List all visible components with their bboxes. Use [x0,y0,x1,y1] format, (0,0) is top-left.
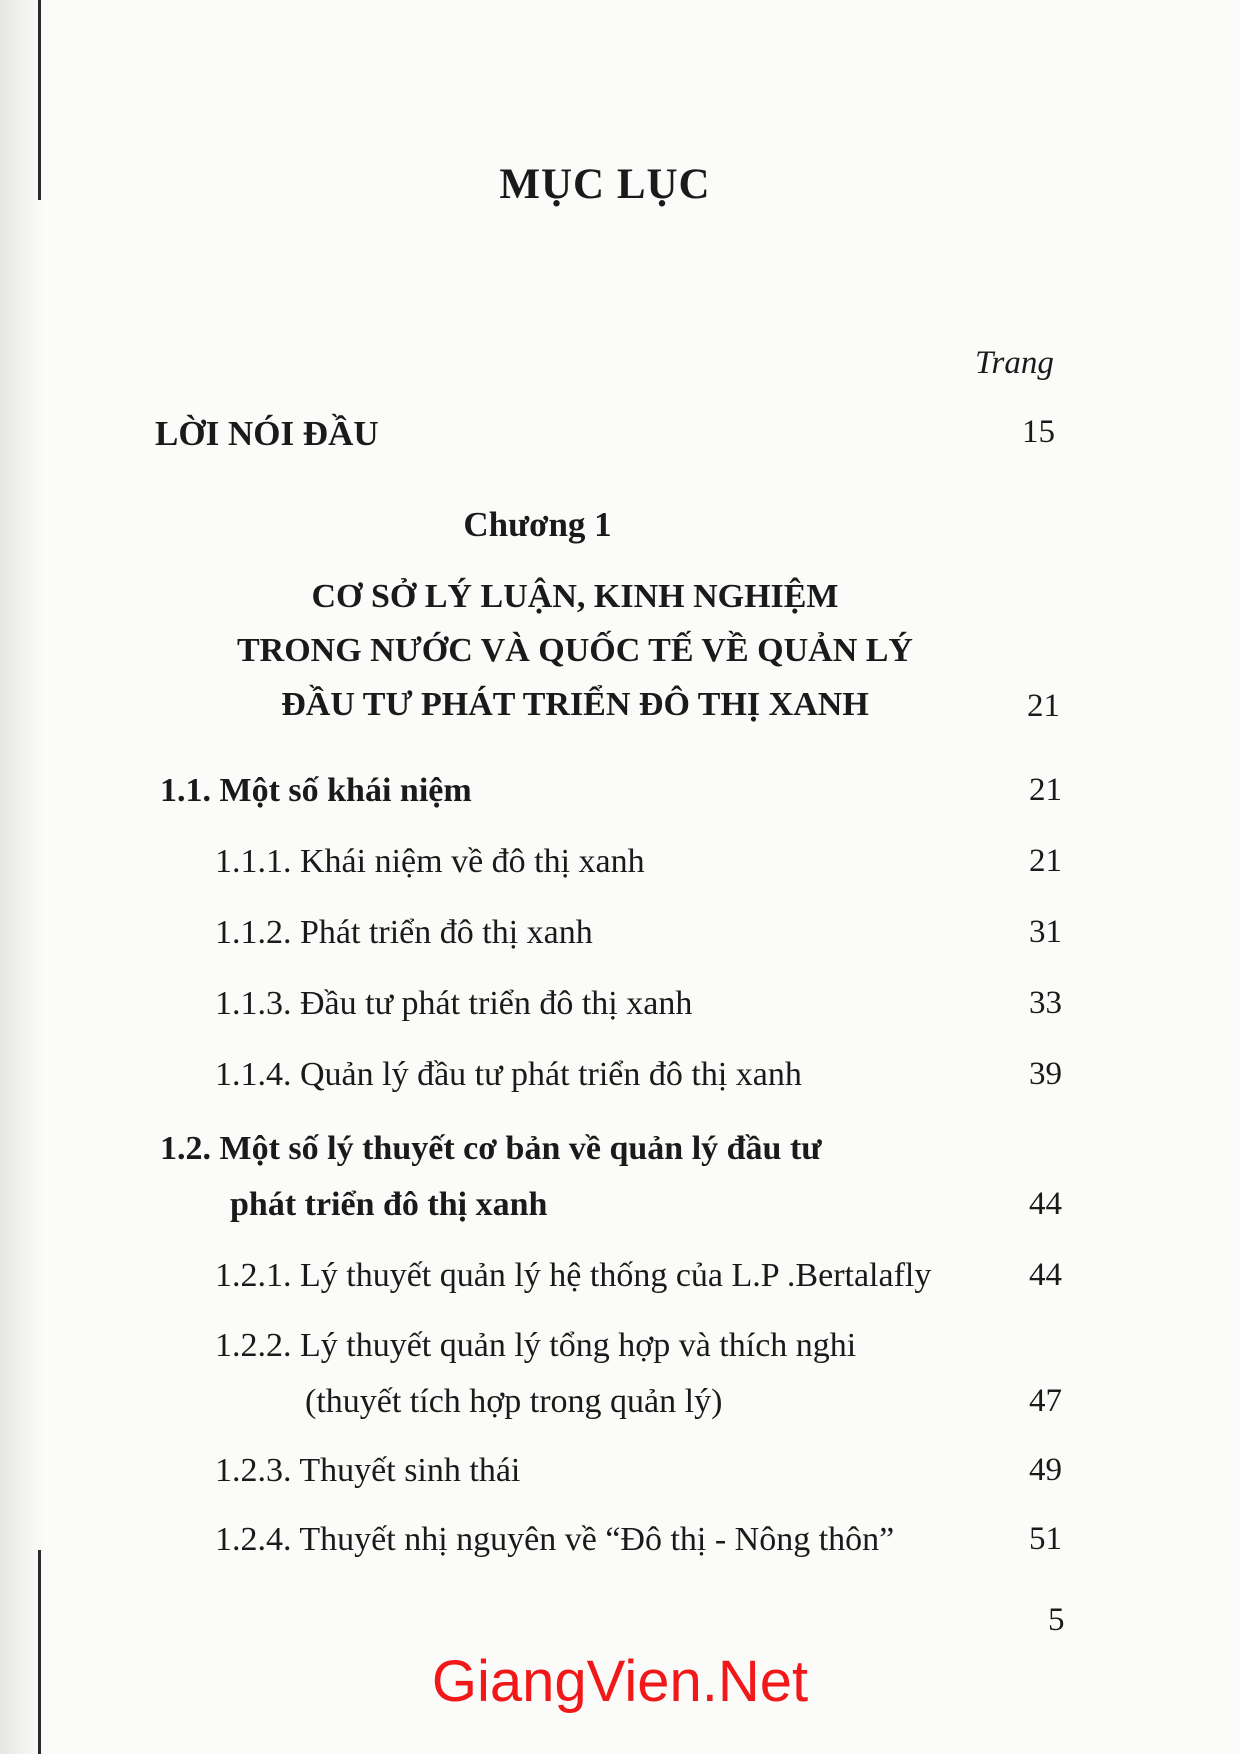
toc-page-number: 21 [1029,772,1062,808]
toc-page-number: 49 [1029,1452,1062,1488]
chapter-label: Chương 1 [463,505,612,544]
toc-entry-subsection: 1.1.1. Khái niệm về đô thị xanh [215,843,645,880]
toc-page-foreword: 15 [1022,414,1055,450]
toc-title: MỤC LỤC [499,161,711,208]
chapter-title-line-1: CƠ SỞ LÝ LUẬN, KINH NGHIỆM [311,578,839,615]
toc-entry-subsection: 1.1.4. Quản lý đầu tư phát triển đô thị xanh [215,1056,802,1093]
toc-page-number: 44 [1029,1186,1062,1222]
toc-page-chapter: 21 [1027,688,1060,724]
page-column-label: Trang [975,345,1054,381]
toc-entry-subsection: 1.1.3. Đầu tư phát triển đô thị xanh [215,985,693,1022]
toc-page-number: 39 [1029,1056,1062,1092]
toc-entry-continuation: phát triển đô thị xanh [230,1186,548,1223]
chapter-title-line-2: TRONG NƯỚC VÀ QUỐC TẾ VỀ QUẢN LÝ [237,632,913,669]
toc-entry-subsection: 1.1.2. Phát triển đô thị xanh [215,914,593,951]
toc-entry-section: 1.2. Một số lý thuyết cơ bản về quản lý đầu tư [160,1130,822,1167]
toc-entry-continuation: (thuyết tích hợp trong quản lý) [305,1383,723,1420]
watermark: GiangVien.Net [431,1649,809,1714]
book-spine-shadow [0,0,44,1754]
toc-page-number: 51 [1029,1521,1062,1557]
toc-entry-subsection: 1.2.3. Thuyết sinh thái [215,1452,521,1489]
toc-page-number: 33 [1029,985,1062,1021]
chapter-title-line-3: ĐẦU TƯ PHÁT TRIỂN ĐÔ THỊ XANH [281,686,869,723]
toc-entry-section: 1.1. Một số khái niệm [160,772,472,809]
toc-page-number: 21 [1029,843,1062,879]
footer-page-number: 5 [1048,1602,1065,1638]
toc-page-number: 47 [1029,1383,1062,1419]
toc-page-number: 44 [1029,1257,1062,1293]
toc-page-number: 31 [1029,914,1062,950]
toc-entry-subsection: 1.2.2. Lý thuyết quản lý tổng hợp và thích nghi [215,1327,857,1364]
toc-entry-subsection: 1.2.4. Thuyết nhị nguyên về “Đô thị - Nông thôn” [215,1521,895,1558]
toc-entry-foreword: LỜI NÓI ĐẦU [155,414,379,453]
toc-entry-subsection: 1.2.1. Lý thuyết quản lý hệ thống của L.P .Bertalafly [215,1257,932,1294]
